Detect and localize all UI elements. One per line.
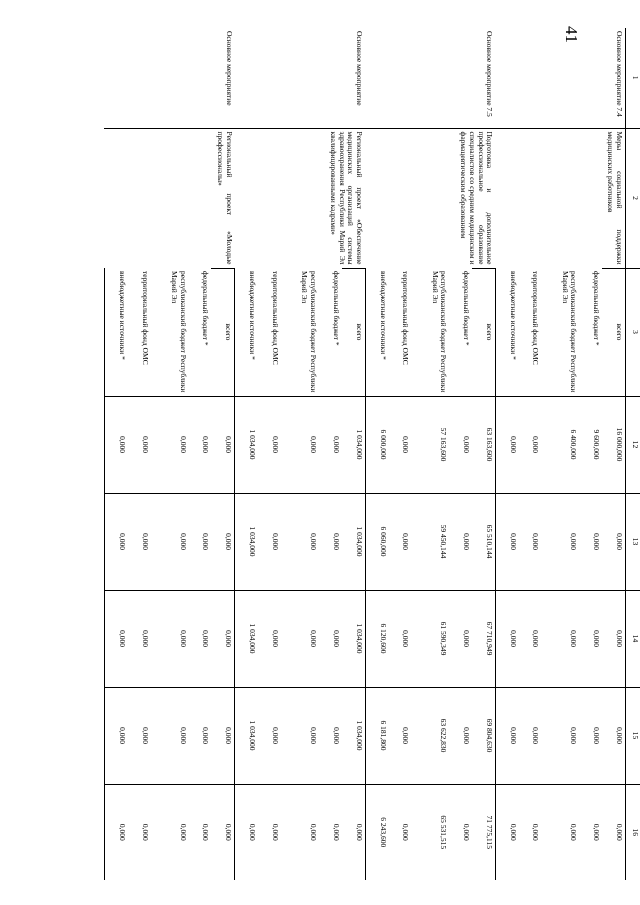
amount-cell: 0,000 [258, 396, 281, 493]
column-header: 14 [626, 590, 640, 687]
amount-cell: 63 163,600 [472, 396, 495, 493]
amount-cell: 0,000 [105, 590, 129, 687]
amount-cell: 0,000 [449, 590, 472, 687]
funding-source-cell: республиканский бюджет Республики Марий Эл [170, 271, 188, 393]
amount-cell: 65 510,144 [472, 493, 495, 590]
amount-cell: 16 000,000 [602, 396, 625, 493]
amount-cell: 63 622,830 [411, 687, 449, 784]
amount-cell: 0,000 [189, 493, 212, 590]
column-header: 16 [626, 784, 640, 880]
table-row [211, 28, 234, 880]
amount-cell: 0,000 [319, 687, 342, 784]
funding-source-cell: всего [472, 268, 495, 396]
column-header: 13 [626, 493, 640, 590]
amount-cell: 0,000 [281, 784, 319, 880]
amount-cell: 0,000 [105, 493, 129, 590]
amount-cell: 0,000 [151, 784, 189, 880]
event-description-cell: Региональный проект «Обеспечение медицинских организаций системы здравоохранения Республики Марий Эл квалифицированными кадрами» [235, 128, 365, 268]
amount-cell: 0,000 [151, 493, 189, 590]
amount-cell: 0,000 [602, 687, 625, 784]
amount-cell: 0,000 [128, 396, 151, 493]
amount-cell: 0,000 [602, 784, 625, 880]
amount-cell: 0,000 [449, 784, 472, 880]
amount-cell: 6 181,800 [365, 687, 388, 784]
amount-cell: 6 120,600 [365, 590, 388, 687]
amount-cell: 0,000 [519, 493, 542, 590]
event-description-cell: Меры социальной поддержки медицинских работников [495, 128, 625, 268]
amount-cell: 65 531,515 [411, 784, 449, 880]
amount-cell: 0,000 [235, 784, 258, 880]
amount-cell: 0,000 [602, 590, 625, 687]
amount-cell: 0,000 [189, 687, 212, 784]
amount-cell: 0,000 [495, 590, 518, 687]
funding-source-cell: территориальный фонд ОМС [401, 271, 411, 365]
event-name-cell: Основное мероприятие 7.4 [615, 31, 624, 117]
funding-source-cell: внебюджетные источники * [235, 268, 258, 396]
event-name-cell: Основное мероприятие [355, 31, 365, 106]
amount-cell: 0,000 [495, 493, 518, 590]
amount-cell: 0,000 [449, 396, 472, 493]
amount-cell: 0,000 [211, 590, 234, 687]
amount-cell: 0,000 [211, 687, 234, 784]
amount-cell: 0,000 [319, 590, 342, 687]
funding-source-cell: федеральный бюджет * [201, 271, 211, 346]
amount-cell: 0,000 [281, 590, 319, 687]
amount-cell: 0,000 [258, 687, 281, 784]
funding-source-cell: всего [342, 268, 365, 396]
funding-source-cell: территориальный фонд ОМС [140, 271, 150, 365]
amount-cell: 0,000 [189, 590, 212, 687]
funding-source-cell: внебюджетные источники * [365, 268, 388, 396]
amount-cell: 0,000 [389, 784, 412, 880]
funding-source-cell: республиканский бюджет Республики Марий Эл [430, 271, 449, 393]
funding-source-cell: федеральный бюджет * [331, 271, 341, 346]
table-body [105, 25, 626, 880]
amount-cell: 9 600,000 [579, 396, 602, 493]
table-row [602, 28, 625, 880]
amount-cell: 0,000 [342, 784, 365, 880]
amount-cell: 6 060,000 [365, 493, 388, 590]
amount-cell: 0,000 [281, 687, 319, 784]
amount-cell: 0,000 [389, 493, 412, 590]
amount-cell: 1 034,000 [235, 396, 258, 493]
amount-cell: 0,000 [579, 493, 602, 590]
column-header: 2 [626, 128, 640, 268]
amount-cell: 0,000 [495, 687, 518, 784]
amount-cell: 59 450,144 [411, 493, 449, 590]
amount-cell: 0,000 [128, 493, 151, 590]
event-description-cell: Подготовка и дополнительное профессиональное образование специалистов со средним медицинским и фармацевтическим образованием [365, 128, 495, 268]
amount-cell: 69 804,630 [472, 687, 495, 784]
amount-cell: 0,000 [449, 687, 472, 784]
amount-cell: 0,000 [128, 590, 151, 687]
amount-cell: 0,000 [389, 590, 412, 687]
amount-cell: 0,000 [319, 784, 342, 880]
amount-cell: 0,000 [319, 493, 342, 590]
amount-cell: 1 034,000 [235, 687, 258, 784]
amount-cell: 0,000 [258, 590, 281, 687]
amount-cell: 6 243,600 [365, 784, 388, 880]
amount-cell: 1 034,000 [235, 493, 258, 590]
funding-source-cell: республиканский бюджет Республики Марий Эл [560, 271, 579, 393]
budget-table [104, 25, 640, 880]
amount-cell: 0,000 [189, 784, 212, 880]
funding-source-cell: всего [602, 268, 625, 396]
funding-source-cell: внебюджетные источники * [495, 268, 518, 396]
funding-source-cell: территориальный фонд ОМС [531, 271, 541, 365]
amount-cell: 57 163,600 [411, 396, 449, 493]
funding-source-cell: федеральный бюджет * [592, 271, 602, 346]
amount-cell: 0,000 [541, 590, 579, 687]
amount-cell: 0,000 [151, 687, 189, 784]
amount-cell: 1 034,000 [342, 687, 365, 784]
amount-cell: 0,000 [105, 687, 129, 784]
amount-cell: 0,000 [211, 493, 234, 590]
amount-cell: 1 034,000 [235, 590, 258, 687]
amount-cell: 1 034,000 [342, 493, 365, 590]
column-header: 12 [626, 396, 640, 493]
amount-cell: 1 034,000 [342, 590, 365, 687]
amount-cell: 0,000 [602, 493, 625, 590]
table-row [342, 28, 365, 880]
event-name-cell: Основное мероприятие [224, 31, 234, 106]
column-header: 1 [626, 28, 640, 128]
amount-cell: 0,000 [495, 396, 518, 493]
funding-source-cell: территориальный фонд ОМС [271, 271, 281, 365]
funding-source-cell: внебюджетные источники * [105, 268, 129, 396]
amount-cell: 0,000 [389, 396, 412, 493]
amount-cell: 0,000 [128, 784, 151, 880]
amount-cell: 0,000 [151, 590, 189, 687]
amount-cell: 61 590,349 [411, 590, 449, 687]
event-name-cell: Основное мероприятие 7.5 [485, 31, 495, 117]
amount-cell: 0,000 [541, 687, 579, 784]
table-row [472, 28, 495, 880]
amount-cell: 0,000 [211, 784, 234, 880]
event-description-cell: Региональный проект «Молодые профессионалы» [105, 128, 235, 268]
amount-cell: 0,000 [519, 396, 542, 493]
column-header: 3 [626, 268, 640, 396]
amount-cell: 0,000 [319, 396, 342, 493]
amount-cell: 1 034,000 [342, 396, 365, 493]
amount-cell: 0,000 [281, 396, 319, 493]
amount-cell: 0,000 [541, 784, 579, 880]
amount-cell: 0,000 [519, 590, 542, 687]
amount-cell: 71 775,115 [472, 784, 495, 880]
amount-cell: 0,000 [128, 687, 151, 784]
rotated-table-container [104, 25, 640, 880]
amount-cell: 0,000 [449, 493, 472, 590]
funding-source-cell: республиканский бюджет Республики Марий Эл [300, 271, 319, 393]
amount-cell: 0,000 [105, 396, 129, 493]
amount-cell: 0,000 [389, 687, 412, 784]
amount-cell: 0,000 [105, 784, 129, 880]
amount-cell: 0,000 [151, 396, 189, 493]
page-number-text: 41 [561, 25, 581, 43]
amount-cell: 0,000 [541, 493, 579, 590]
funding-source-cell: федеральный бюджет * [461, 271, 471, 346]
amount-cell: 0,000 [258, 493, 281, 590]
amount-cell: 0,000 [211, 396, 234, 493]
amount-cell: 0,000 [281, 493, 319, 590]
amount-cell: 0,000 [495, 784, 518, 880]
amount-cell: 0,000 [579, 687, 602, 784]
amount-cell: 0,000 [258, 784, 281, 880]
amount-cell: 6 000,000 [365, 396, 388, 493]
amount-cell: 0,000 [579, 784, 602, 880]
amount-cell: 0,000 [519, 784, 542, 880]
column-header: 15 [626, 687, 640, 784]
amount-cell: 6 400,000 [541, 396, 579, 493]
funding-source-cell: всего [211, 268, 234, 396]
amount-cell: 67 710,949 [472, 590, 495, 687]
amount-cell: 0,000 [579, 590, 602, 687]
header-row [626, 28, 640, 880]
amount-cell: 0,000 [519, 687, 542, 784]
amount-cell: 0,000 [189, 396, 212, 493]
